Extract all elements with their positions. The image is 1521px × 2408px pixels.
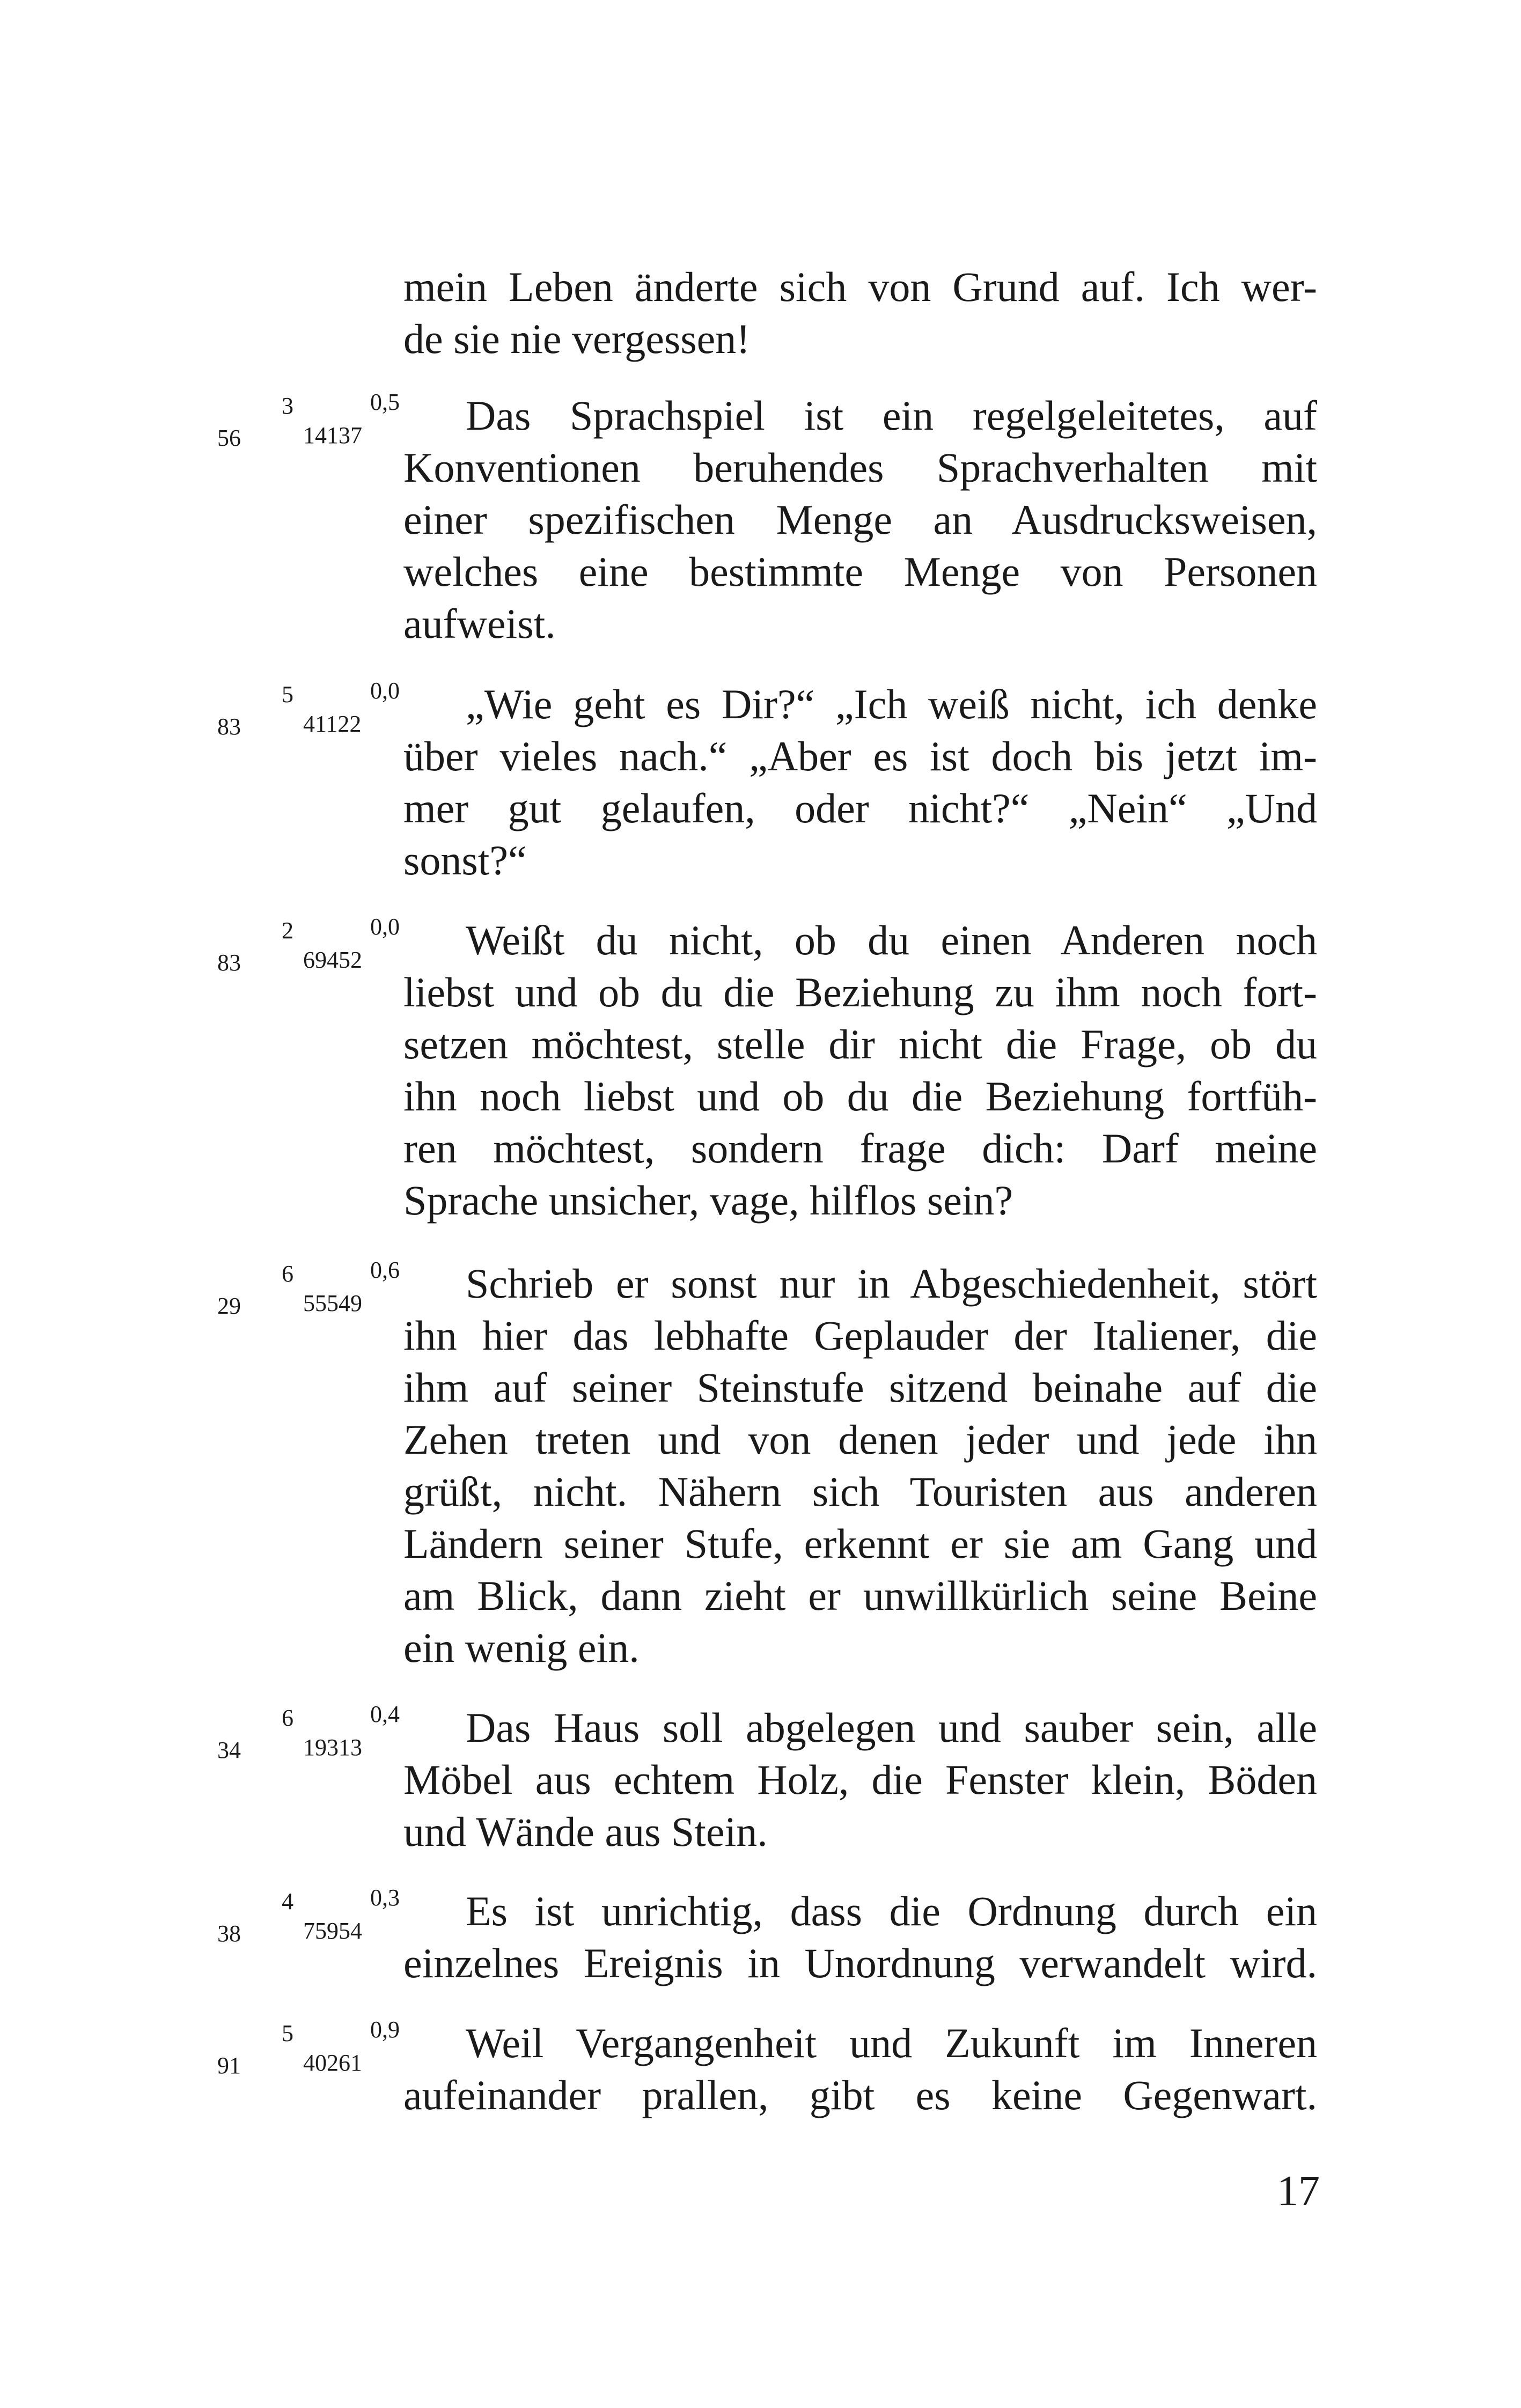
text-line: Es ist unrichtig, dass die Ordnung durch ein — [466, 1888, 1317, 1934]
text-line: Das Sprachspiel ist ein regelgeleitetes, auf — [466, 392, 1317, 439]
text-line: mein Leben änderte sich von Grund auf. Ich wer- — [403, 263, 1317, 310]
text-line: ihn noch liebst und ob du die Beziehung fortfüh- — [403, 1073, 1317, 1120]
text-line: Weißt du nicht, ob du einen Anderen noch — [466, 917, 1317, 963]
entry-marker-id: 14137 — [303, 422, 362, 448]
entry-marker-left: 83 — [217, 713, 241, 740]
entry-marker-score: 0,6 — [370, 1257, 400, 1283]
text-line: liebst und ob du die Beziehung zu ihm noch fort- — [403, 969, 1317, 1015]
text-line: aufeinander prallen, gibt es keine Gegenwart. — [403, 2072, 1317, 2118]
text-line: Zehen treten und von denen jeder und jede ihn — [403, 1416, 1317, 1463]
entry-marker-superscript: 3 — [282, 393, 293, 419]
entry-marker-left: 29 — [217, 1293, 241, 1319]
text-line: aufweist. — [403, 600, 556, 647]
text-line: „Wie geht es Dir?“ „Ich weiß nicht, ich denke — [466, 681, 1317, 727]
entry-marker-score: 0,4 — [370, 1701, 400, 1727]
text-line: Weil Vergangenheit und Zukunft im Inneren — [466, 2020, 1317, 2066]
entry-marker-superscript: 4 — [282, 1888, 293, 1914]
entry-marker-score: 0,9 — [370, 2016, 400, 2043]
entry-marker-score: 0,0 — [370, 678, 400, 704]
text-line: ihm auf seiner Steinstufe sitzend beinahe auf die — [403, 1364, 1317, 1411]
entry-marker-superscript: 5 — [282, 681, 293, 708]
entry-marker-left: 91 — [217, 2052, 241, 2079]
text-line: Schrieb er sonst nur in Abgeschiedenheit, stört — [466, 1260, 1317, 1307]
entry-marker-id: 75954 — [303, 1918, 362, 1944]
entry-marker-score: 0,3 — [370, 1884, 400, 1911]
text-line: setzen möchtest, stelle dir nicht die Frage, ob du — [403, 1021, 1317, 1067]
text-line: über vieles nach.“ „Aber es ist doch bis jetzt im- — [403, 733, 1317, 779]
text-line: Möbel aus echtem Holz, die Fenster klein, Böden — [403, 1756, 1317, 1803]
text-line: Sprache unsicher, vage, hilflos sein? — [403, 1177, 1013, 1224]
text-line: einzelnes Ereignis in Unordnung verwandelt wird. — [403, 1940, 1317, 1986]
entry-marker-left: 38 — [217, 1920, 241, 1947]
entry-marker-superscript: 2 — [282, 917, 293, 944]
text-line: Konventionen beruhendes Sprachverhalten mit — [403, 444, 1317, 491]
text-line: Ländern seiner Stufe, erkennt er sie am Gang und — [403, 1520, 1317, 1567]
entry-marker-left: 83 — [217, 949, 241, 976]
entry-marker-left: 56 — [217, 425, 241, 451]
entry-marker-id: 40261 — [303, 2050, 362, 2076]
page-number: 17 — [1277, 2168, 1320, 2215]
entry-marker-id: 55549 — [303, 1290, 362, 1316]
text-line: ren möchtest, sondern frage dich: Darf meine — [403, 1125, 1317, 1172]
text-line: welches eine bestimmte Menge von Personen — [403, 548, 1317, 595]
entry-marker-score: 0,5 — [370, 389, 400, 415]
entry-marker-left: 34 — [217, 1737, 241, 1763]
text-line: ein wenig ein. — [403, 1624, 640, 1671]
text-line: einer spezifischen Menge an Ausdrucksweisen, — [403, 496, 1317, 543]
text-line: sonst?“ — [403, 837, 527, 883]
text-line: ihn hier das lebhafte Geplauder der Italiener, die — [403, 1312, 1317, 1359]
text-line: am Blick, dann zieht er unwillkürlich seine Beine — [403, 1572, 1317, 1619]
entry-marker-id: 69452 — [303, 947, 362, 973]
text-line: grüßt, nicht. Nähern sich Touristen aus anderen — [403, 1468, 1317, 1515]
text-line: mer gut gelaufen, oder nicht?“ „Nein“ „Und — [403, 785, 1317, 831]
entry-marker-score: 0,0 — [370, 914, 400, 940]
entry-marker-superscript: 6 — [282, 1705, 293, 1731]
text-line: und Wände aus Stein. — [403, 1808, 768, 1855]
text-line: de sie nie vergessen! — [403, 315, 751, 362]
entry-marker-id: 41122 — [303, 711, 362, 737]
entry-marker-superscript: 5 — [282, 2020, 293, 2046]
entry-marker-superscript: 6 — [282, 1261, 293, 1287]
entry-marker-id: 19313 — [303, 1734, 362, 1761]
text-line: Das Haus soll abgelegen und sauber sein, alle — [466, 1704, 1317, 1751]
